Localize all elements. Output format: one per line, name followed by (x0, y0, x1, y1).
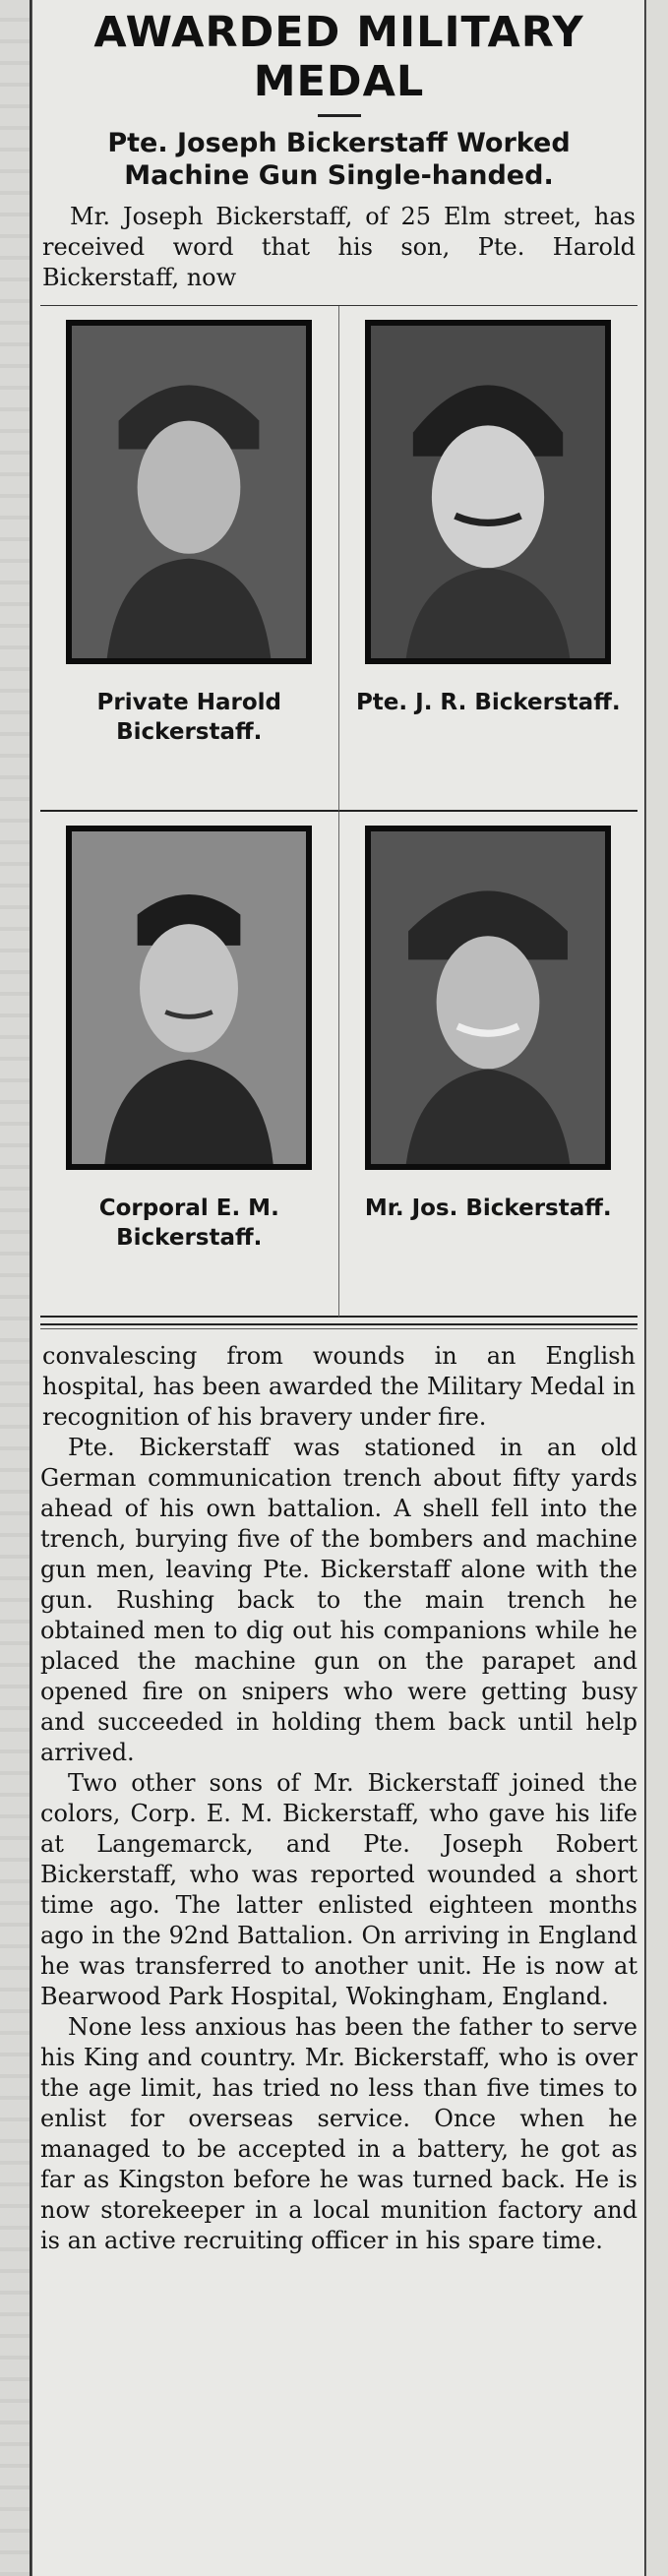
body-paragraph: convalescing from wounds in an English hospital, has been awarded the Military Medal in recognition of his bravery under fire. (42, 1342, 636, 1431)
headline: AWARDED MILITARY MEDAL (93, 8, 584, 106)
photo-caption: Corporal E. M. Bickerstaff. (98, 1196, 279, 1251)
body-paragraph: Pte. Bickerstaff was stationed in an old German communication trench about fifty yards ahead of his own battalion. A shell fell into the trench, burying five of the bombers and machine gun men, leaving Pte. Bickerstaff alone with the gun. Rushing back to the main trench he obtained men to dig out his companions while he placed the machine gun on the parapet and opened fire on snipers who were getting busy and succeeded in holding them back until help arrived. (40, 1434, 638, 1766)
portrait-photo (66, 320, 312, 664)
article-column (31, 0, 646, 2576)
section-divider (40, 1323, 638, 1329)
photo-caption: Pte. J. R. Bickerstaff. (355, 690, 621, 715)
article-body (40, 1337, 638, 2256)
subheadline: Pte. Joseph Bickerstaff Worked Machine Gun Single-handed. (107, 128, 571, 191)
photo-caption: Mr. Jos. Bickerstaff. (364, 1196, 612, 1221)
body-paragraph: None less anxious has been the father to serve his King and country. Mr. Bickerstaff, who is over the age limit, has tried no less than five times to enlist for overseas service. Once when he managed to be accepted in a battery, he got as far as Kingston before he was turned back. He is now storekeeper in a local munition factory and is an active recruiting officer in his spare time. (40, 2013, 638, 2254)
headline-rule (318, 114, 361, 117)
adjacent-column-left (0, 0, 31, 2576)
photo-cell (339, 306, 638, 812)
photo-cell (339, 812, 638, 1318)
photo-cell (40, 306, 339, 812)
portrait-grid (40, 305, 638, 1318)
portrait-photo (365, 826, 611, 1170)
portrait-photo (66, 826, 312, 1170)
photo-caption: Private Harold Bickerstaff. (96, 690, 281, 745)
intro-paragraph: Mr. Joseph Bickerstaff, of 25 Elm street, has received word that his son, Pte. Harold Bickerstaff, now (42, 203, 636, 291)
body-paragraph: Two other sons of Mr. Bickerstaff joined the colors, Corp. E. M. Bickerstaff, who gave his life at Langemarck, and Pte. Joseph Robert Bickerstaff, who was reported wounded a short time ago. The latter enlisted eighteen months ago in the 92nd Battalion. On arriving in England he was transferred to another unit. He is now at Bearwood Park Hospital, Wokingham, England. (40, 1769, 638, 2010)
portrait-photo (365, 320, 611, 664)
adjacent-column-right (644, 0, 668, 2576)
photo-cell (40, 812, 339, 1318)
